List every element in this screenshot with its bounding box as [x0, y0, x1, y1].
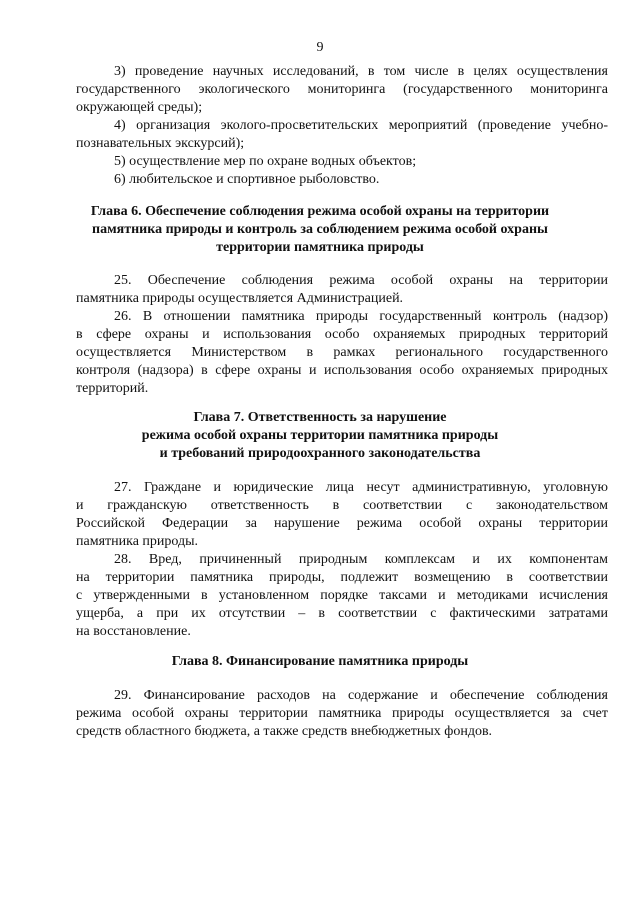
- list-item-3-line-1: 3) проведение научных исследований, в том числе в целях осуществления: [114, 64, 608, 79]
- paragraph-25-line-1: 25. Обеспечение соблюдения режима особой охраны на территории: [114, 273, 608, 288]
- chapter-6-heading-line-2: памятника природы и контроль за соблюдением режима особой охраны: [92, 222, 548, 237]
- list-item-4-line-1: 4) организация эколого-просветительских мероприятий (проведение учебно-: [114, 118, 608, 133]
- paragraph-27-line-4: памятника природы.: [76, 534, 199, 549]
- list-item-4-line-2: познавательных экскурсий);: [76, 136, 245, 151]
- paragraph-26-line-3: осуществляется Министерством в рамках регионального государственного: [76, 345, 608, 360]
- paragraph-28-line-2: на территории памятника природы, подлежит возмещению в соответствии: [76, 570, 608, 585]
- paragraph-29-line-3: средств областного бюджета, а также средств внебюджетных фондов.: [76, 724, 493, 739]
- paragraph-28-line-3: с утвержденными в установленном порядке таксами и методиками исчисления: [76, 588, 608, 603]
- paragraph-26-line-4: контроля (надзора) в сфере охраны и использования особо охраняемых природных: [76, 363, 608, 378]
- chapter-8-heading: Глава 8. Финансирование памятника природы: [171, 654, 469, 669]
- paragraph-26-line-5: территорий.: [76, 381, 149, 396]
- paragraph-27-line-3: Российской Федерации за нарушение режима особой охраны территории: [76, 516, 608, 531]
- chapter-6-heading-line-1: Глава 6. Обеспечение соблюдения режима особой охраны на территории: [90, 204, 550, 219]
- page-number: 9: [316, 40, 324, 55]
- chapter-7-heading-line-3: и требований природоохранного законодательства: [159, 446, 481, 461]
- paragraph-25-line-2: памятника природы осуществляется Администрацией.: [76, 291, 404, 306]
- paragraph-28-line-1: 28. Вред, причиненный природным комплексам и их компонентам: [114, 552, 608, 567]
- paragraph-29-line-2: режима особой охраны территории памятника природы осуществляется за счет: [76, 706, 608, 721]
- list-item-6: 6) любительское и спортивное рыболовство.: [114, 172, 380, 187]
- paragraph-28-line-4: ущерба, а при их отсутствии – в соответствии с фактическими затратами: [76, 606, 608, 621]
- paragraph-27-line-1: 27. Граждане и юридические лица несут административную, уголовную: [114, 480, 608, 495]
- list-item-3-line-3: окружающей среды);: [76, 100, 203, 115]
- paragraph-26-line-2: в сфере охраны и использования особо охраняемых природных территорий: [76, 327, 608, 342]
- chapter-6-heading-line-3: территории памятника природы: [216, 240, 424, 255]
- paragraph-29-line-1: 29. Финансирование расходов на содержание и обеспечение соблюдения: [114, 688, 608, 703]
- paragraph-27-line-2: и гражданскую ответственность в соответствии с законодательством: [76, 498, 608, 513]
- chapter-7-heading-line-2: режима особой охраны территории памятника природы: [141, 428, 499, 443]
- list-item-3-line-2: государственного экологического мониторинга (государственного мониторинга: [76, 82, 608, 97]
- chapter-7-heading-line-1: Глава 7. Ответственность за нарушение: [193, 410, 447, 425]
- paragraph-28-line-5: на восстановление.: [76, 624, 191, 639]
- paragraph-26-line-1: 26. В отношении памятника природы государственный контроль (надзор): [114, 309, 608, 324]
- list-item-5: 5) осуществление мер по охране водных объектов;: [114, 154, 417, 169]
